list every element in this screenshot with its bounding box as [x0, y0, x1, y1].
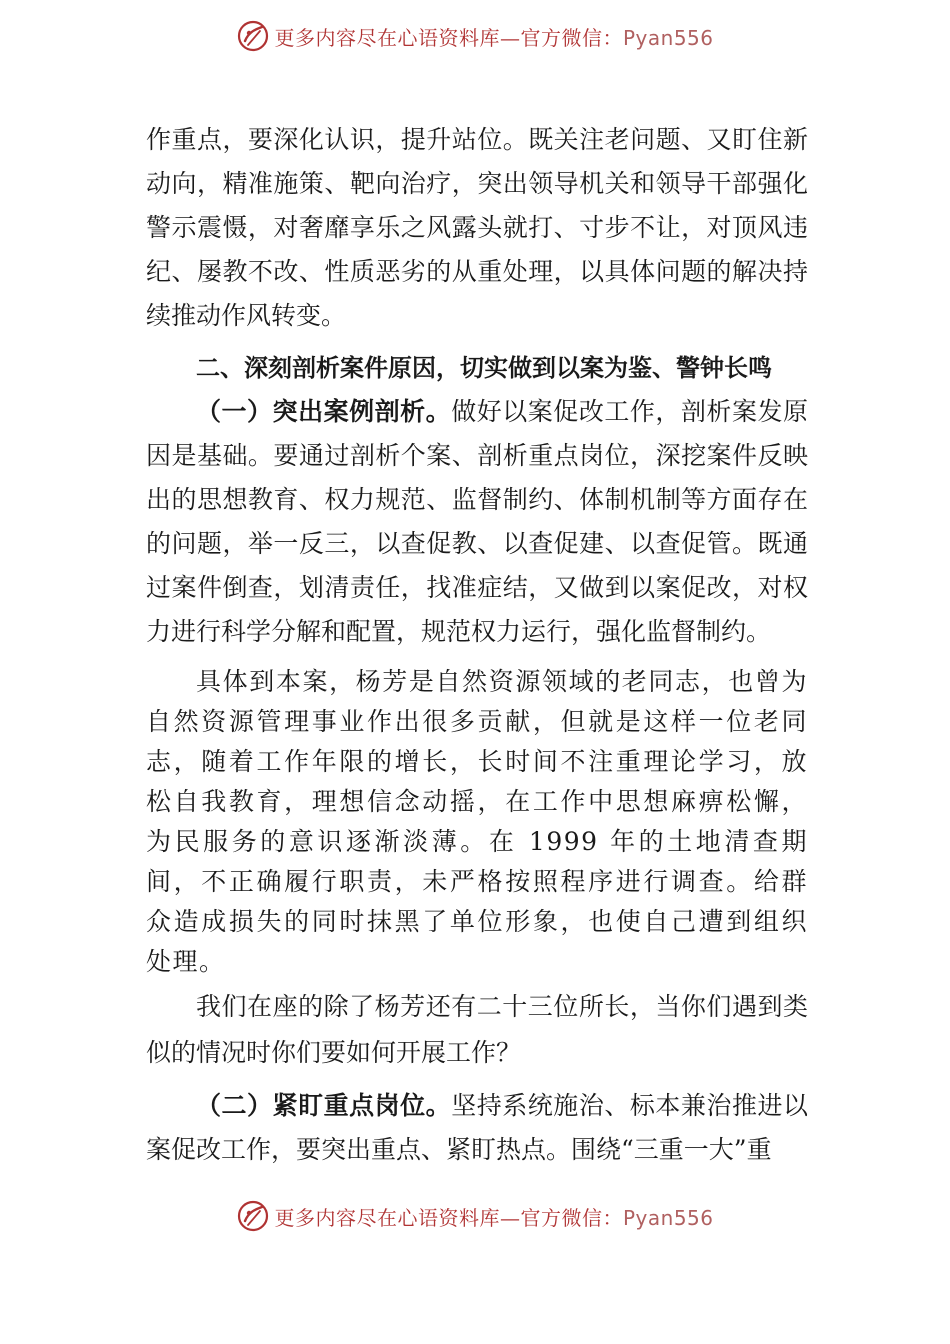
- section-heading-2: 二、深刻剖析案件原因，切实做到以案为鉴、警钟长鸣: [196, 354, 772, 382]
- logo-icon: [236, 19, 270, 53]
- subsection-1: [146, 390, 808, 654]
- paragraph-question: 我们在座的除了杨芳还有二十三位所长，当你们遇到类似的情况时你们要如何开展工作？: [146, 992, 808, 1067]
- subsection-2: [146, 1084, 808, 1172]
- subsection-2-lead: （二）紧盯重点岗位。: [196, 1091, 452, 1120]
- logo-icon: [236, 1199, 270, 1233]
- paragraph-1: 作重点，要深化认识，提升站位。既关注老问题、又盯住新动向，精准施策、靶向治疗，突出领导机关和领导干部强化警示震慑，对奢靡享乐之风露头就打、寸步不让，对顶风违纪、屡教不改、性质恶劣的从重处理，以具体问题的解决持续推动作风转变。: [146, 125, 808, 330]
- footer-text: 更多内容尽在心语资料库—官方微信：Pyan556: [274, 1205, 714, 1230]
- subsection-2-text: 坚持系统施治、标本兼治推进以案促改工作，要突出重点、紧盯热点。围绕“三重一大”重: [146, 1091, 808, 1164]
- subsection-1-lead: （一）突出案例剖析。: [196, 397, 452, 426]
- subsection-1-text: 做好以案促改工作，剖析案发原因是基础。要通过剖析个案、剖析重点岗位，深挖案件反映出的思想教育、权力规范、监督制约、体制机制等方面存在的问题，举一反三，以查促教、以查促建、以查促管。既通过案件倒查，划清责任，找准症结，又做到以案促改，对权力进行科学分解和配置，规范权力运行，强化监督制约。: [146, 397, 808, 646]
- paragraph-case: 具体到本案，杨芳是自然资源领域的老同志，也曾为自然资源管理事业作出很多贡献，但就是这样一位老同志，随着工作年限的增长，长时间不注重理论学习，放松自我教育，理想信念动摇，在工作中思想麻痹松懈，为民服务的意识逐渐淡薄。在 1999 年的土地清查期间，不正确履行职责，未严格按照程序进行调查。给群众造成损失的同时抹黑了单位形象，也使自己遭到组织处理。: [146, 667, 808, 976]
- footer-watermark: [0, 1196, 950, 1236]
- document-body: [146, 118, 808, 1172]
- header-watermark: [0, 16, 950, 56]
- header-text: 更多内容尽在心语资料库—官方微信：Pyan556: [274, 25, 714, 50]
